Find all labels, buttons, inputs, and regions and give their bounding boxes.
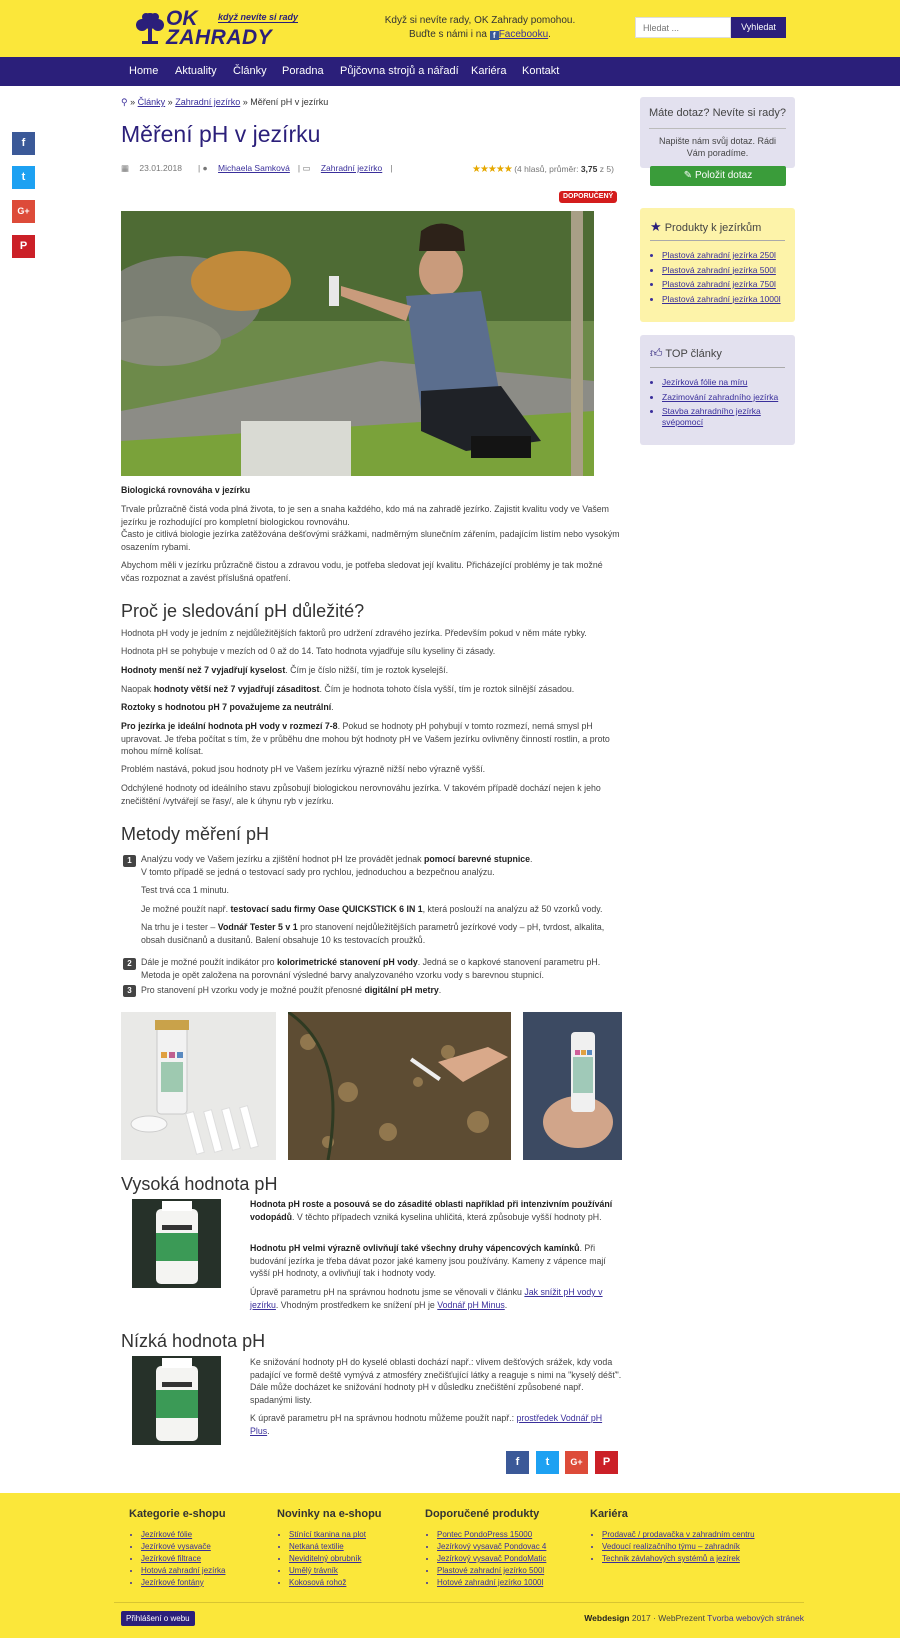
star-icon: ★: [650, 219, 662, 234]
category: [302, 163, 382, 173]
breadcrumb-clanky[interactable]: Články: [137, 97, 166, 107]
location-pin-icon: ⚲: [121, 97, 128, 107]
intro-p1: Trvale průzračně čistá voda plná života, to je sen a snaha každého, kdo má na zahradě jezírko. Zajistit kvalitu vody ve Vašem jezírku je rozhodující pro kompletní biologickou rovnováhu.: [121, 504, 609, 527]
high-p1-bold: Hodnota pH roste a posouvá se do zásadité oblasti například při intenzivním používání vodopádů: [250, 1199, 613, 1222]
why-p8: Odchýlené hodnoty od ideálního stavu způsobují biologickou nerovnováhu jezírka. V takovém případě dochází nejen k jeho znečištění /vytvářejí se řasy/, ale k úhynu ryb v jezírku.: [121, 783, 601, 806]
tagline-prefix: Buďte s námi i na: [409, 29, 487, 40]
why-p3-text: . Čím je číslo nižší, tím je roztok kyselejší.: [285, 665, 449, 675]
calendar-icon: ▦: [121, 163, 130, 173]
why-p4-bold: hodnoty větší než 7 vyjadřují zásaditost: [153, 684, 320, 694]
footer-col-title: Kariéra: [590, 1508, 628, 1520]
tree-logo-icon: [134, 11, 166, 45]
login-button[interactable]: Přihlášení o webu: [121, 1611, 195, 1626]
nav-home[interactable]: Home: [129, 65, 159, 77]
divider: [650, 367, 785, 368]
user-icon: ●: [202, 163, 208, 173]
products-list: [662, 250, 781, 308]
top-list: [662, 377, 782, 432]
ask-question-label: Položit dotaz: [694, 170, 753, 181]
footer-link[interactable]: Pontec PondoPress 15000: [437, 1530, 533, 1540]
footer-link[interactable]: Hotové zahradní jezírko 1000l: [437, 1577, 544, 1587]
m1-a: Analýzu vody ve Vašem jezírku a zjištění hodnot pH lze provádět jednak: [141, 854, 424, 864]
method-3: [141, 984, 621, 997]
footer-link[interactable]: Stínící tkanina na plot: [289, 1530, 366, 1540]
share-googleplus-icon[interactable]: G+: [12, 200, 35, 223]
why-p4: [121, 683, 621, 696]
footer-link[interactable]: Jezírkové fontány: [141, 1577, 204, 1587]
author-link[interactable]: Michaela Samková: [218, 163, 290, 173]
method-number-2: 2: [123, 958, 136, 970]
footer-link[interactable]: Kokosová rohož: [289, 1577, 347, 1587]
products-title: Produkty k jezírkům: [664, 222, 762, 234]
tagline-dot: .: [548, 29, 551, 40]
search-input[interactable]: [635, 17, 731, 38]
main-nav: [0, 57, 900, 86]
site-logo[interactable]: [132, 9, 327, 47]
why-p5-text: .: [331, 702, 334, 712]
site-footer: [0, 1493, 900, 1638]
rating-votes: (4 hlasů, průměr:: [514, 164, 579, 174]
why-p3: [121, 664, 621, 677]
rating-stars-icon[interactable]: ★★★★★: [472, 164, 512, 175]
low-p2-b: .: [267, 1425, 270, 1436]
why-p5: [121, 701, 621, 714]
article-meta: ▦ 23.01.2018 | ● Michaela Samková | ▭ Zahradní jezírko |: [121, 163, 393, 173]
breadcrumb: [121, 96, 328, 109]
recommended-badge: DOPORUČENÝ: [559, 191, 617, 203]
intro-p2: Často je citlivá biologie jezírka zatěžována dešťovými srážkami, nadměrným slunečním zářením, padajícím listím nebo vysokým osazením rybami.: [121, 529, 620, 552]
webdesign-link[interactable]: Tvorba webových stránek: [707, 1613, 804, 1623]
footer-col-news: [277, 1507, 382, 1588]
method-2: [141, 956, 621, 981]
nav-kontakt[interactable]: Kontakt: [522, 65, 560, 77]
why-p6-text: . Pokud se hodnoty pH pohybují v tomto rozmezí, nemá smysl pH upravovat. Je třeba počítat s tím, že v průběhu dne mohou být hodnoty pH ve Vašem jezírku ovlivněny činností rostlin, a proto mohou mírně kolísat.: [121, 721, 610, 756]
share-facebook-icon[interactable]: f: [506, 1451, 529, 1474]
nav-aktuality[interactable]: Aktuality: [175, 65, 217, 77]
date-value: 23.01.2018: [139, 163, 182, 173]
method-number-3: 3: [123, 985, 136, 997]
m1-p4-a: Na trhu je i tester –: [141, 922, 218, 932]
high-p3-a: Úpravě parametru pH na správnou hodnotu jsme se věnovali v článku: [250, 1287, 525, 1297]
link-jak-snizit-ph[interactable]: Jak snížit pH vody v jezírku: [250, 1287, 603, 1310]
gallery-photo-test-strips[interactable]: [121, 1012, 276, 1160]
logo-ok: OK: [166, 7, 198, 30]
divider: [650, 240, 785, 241]
footer-link[interactable]: Umělý trávník: [289, 1565, 338, 1575]
footer-link[interactable]: Neviditelný obrubník: [289, 1553, 362, 1563]
m1-p4-bold: Vodnář Tester 5 v 1: [217, 922, 298, 932]
list-item: [662, 406, 782, 428]
facebook-link[interactable]: Facebooku: [498, 29, 549, 40]
sidebar-top-articles: [640, 335, 795, 445]
breadcrumb-sep: »: [167, 97, 173, 107]
high-p2-bold: Hodnotu pH velmi výrazně ovlivňují také všechny druhy vápencových kamínků: [250, 1243, 580, 1253]
question-text: Napište nám svůj dotaz. Rádi Vám poradíme.: [658, 136, 777, 159]
m1-bold: pomocí barevné stupnice: [423, 854, 531, 864]
footer-col-careers: [590, 1507, 755, 1565]
tagline-line2: [350, 28, 610, 42]
nav-clanky[interactable]: Články: [233, 65, 267, 77]
top-title: TOP články: [665, 348, 722, 360]
footer-col-title: Novinky na e-shopu: [277, 1508, 382, 1520]
top-article-link[interactable]: Jezírková fólie na míru: [662, 377, 748, 387]
why-p7: Problém nastává, pokud jsou hodnoty pH ve Vašem jezírku výrazně nižší nebo výrazně vyšší.: [121, 764, 486, 774]
intro-heading: [121, 484, 621, 497]
list-item: [662, 392, 782, 403]
copyright: [584, 1613, 804, 1625]
method-number-1: 1: [123, 855, 136, 867]
thumbs-up-icon: 👍︎: [650, 346, 663, 360]
footer-col-title: Kategorie e-shopu: [129, 1508, 226, 1520]
m1-p3: [141, 903, 621, 916]
footer-divider: [114, 1602, 804, 1603]
footer-link[interactable]: Netkaná textilie: [289, 1542, 344, 1552]
heading-low: Nízká hodnota pH: [121, 1331, 266, 1351]
products-heading: [650, 218, 761, 236]
m2-c: . Jedná se o kapkové stanovení parametru pH. Metoda je opět založena na porovnání výsledné barvy analyzovaného vzorku vody s barevnou stupnicí.: [141, 957, 601, 980]
heading-why: Proč je sledování pH důležité?: [121, 601, 365, 621]
high-p3: [250, 1286, 622, 1311]
m1-p3-c: , která poslouží na analýzu až 50 vzorků vody.: [422, 904, 603, 914]
m1-p2: Test trvá cca 1 minutu.: [141, 885, 230, 895]
footer-link[interactable]: Jezírkové filtrace: [141, 1553, 202, 1563]
gallery-photo-hand-test[interactable]: [523, 1012, 622, 1160]
footer-link[interactable]: Jezírkový vysavač Pondovac 4: [437, 1542, 547, 1552]
sidebar-products: [640, 208, 795, 322]
why-p6: [121, 720, 621, 758]
author: [203, 163, 290, 173]
question-title: Máte dotaz? Nevíte si rady?: [649, 107, 786, 119]
m1-c: .: [530, 854, 533, 864]
m1-line2: V tomto případě se jedná o testovací sady pro rychlou, jednoduchou a bezpečnou analýzu.: [141, 866, 495, 877]
footer-link[interactable]: Jezírkové vysavače: [141, 1542, 211, 1552]
folder-icon: ▭: [302, 163, 311, 173]
top-article-link[interactable]: Stavba zahradního jezírka svépomocí: [662, 406, 761, 427]
footer-link[interactable]: Jezírkový vysavač PondoMatic: [437, 1553, 547, 1563]
why-p6-bold: Pro jezírka je ideální hodnota pH vody v rozmezí 7-8: [121, 721, 338, 731]
footer-link[interactable]: Plastové zahradní jezírko 500l: [437, 1565, 545, 1575]
share-pinterest-icon[interactable]: P: [595, 1451, 618, 1474]
m1-p3-a: Je možné použít např.: [141, 904, 231, 914]
share-twitter-icon[interactable]: t: [12, 166, 35, 189]
list-item: [662, 377, 782, 388]
m1-p3-bold: testovací sadu firmy Oase QUICKSTICK 6 IN 1: [230, 904, 423, 914]
search-button[interactable]: Vyhledat: [731, 17, 786, 38]
footer-link[interactable]: Hotová zahradní jezírka: [141, 1565, 226, 1575]
logo-zahrady: ZAHRADY: [166, 26, 273, 49]
copyright-text: 2017 · WebPrezent: [629, 1613, 708, 1623]
footer-col-title: Doporučené produkty: [425, 1508, 540, 1520]
product-photo-ph-plus[interactable]: [132, 1356, 221, 1445]
breadcrumb-current: Měření pH v jezírku: [250, 97, 329, 107]
divider: [649, 128, 786, 129]
rating-value: 3,75: [580, 164, 598, 174]
nav-kariera[interactable]: Kariéra: [471, 65, 507, 77]
rating-suffix: z 5): [599, 164, 614, 174]
breadcrumb-sep: »: [130, 97, 136, 107]
footer-link[interactable]: Jezírkové fólie: [141, 1530, 193, 1540]
page-title: Měření pH v jezírku: [121, 121, 321, 147]
intro-p3: Abychom měli v jezírku průzračně čistou a zdravou vodu, je potřeba sledovat její kvalitu. Přicházející problémy je tak možné včas rozpoznat a zavést příslušná opatření.: [121, 560, 603, 583]
footer-col-recommended: [425, 1507, 546, 1588]
low-p2: [250, 1412, 622, 1437]
m3-c: .: [438, 985, 442, 995]
rating: [472, 163, 614, 177]
why-p3-bold: Hodnoty menší než 7 vyjadřují kyselost: [121, 665, 286, 675]
tagline-line1: Když si nevíte rady, OK Zahrady pomohou.: [384, 15, 576, 26]
high-p1-text: . V těchto případech vzniká kyselina uhličitá, která způsobuje vyšší hodnoty pH.: [292, 1211, 602, 1222]
link-vodnar-ph-minus[interactable]: Vodnář pH Minus: [437, 1299, 505, 1310]
product-link[interactable]: Plastová zahradní jezírka 750l: [662, 279, 776, 289]
sidebar-question-box: [640, 97, 795, 181]
footer-col-categories: [129, 1507, 226, 1588]
copyright-bold: Webdesign: [584, 1613, 630, 1623]
top-article-link[interactable]: Zazimování zahradního jezírka: [662, 391, 779, 402]
product-link[interactable]: Plastová zahradní jezírka 500l: [662, 264, 776, 275]
logo-slogan: když nevíte si rady: [218, 12, 299, 22]
high-p3-b: . Vhodným prostředkem ke snížení pH je: [275, 1299, 438, 1310]
pencil-icon: ✎: [683, 170, 693, 181]
footer-link[interactable]: Vedoucí realizačního týmu – zahradník: [602, 1542, 740, 1552]
why-p1: Hodnota pH vody je jedním z nejdůležitějších faktorů pro udržení zdravého jezírka. Především pokud v něm máte rybky.: [121, 628, 587, 638]
m1-p4: [141, 921, 621, 946]
site-header: [0, 0, 900, 57]
m1-p4-c: pro stanovení nejdůležitějších parametrů jezírkové vody – pH, tvrdost, alkalita, obsah dusičnanů a dusitanů. Balení obsahuje 10 ks testovacích proužků.: [141, 922, 605, 945]
breadcrumb-zahradni-jezirko[interactable]: Zahradní jezírko: [175, 97, 241, 107]
high-p2-text: . Při budování jezírka je třeba dávat pozor jaké kameny jsou používány. Kameny z vápence mají vyšší pH hodnoty, a ovlivňují tak i hodnoty vody.: [250, 1243, 606, 1278]
breadcrumb-sep: »: [242, 97, 248, 107]
low-p1: Ke snižování hodnoty pH do kyselé oblasti dochází např.: vlivem dešťových srážek, kdy voda padající ve formě deště vymývá z atmosféry znečišťující látky a reaguje s nimi na "kyselý déšť". Dále může docházet ke snižování hodnoty pH v důsledku znečištění způsobené např. spadanými listy.: [250, 1357, 622, 1405]
list-item: [662, 294, 781, 305]
product-link[interactable]: Plastová zahradní jezírka 250l: [662, 250, 776, 260]
why-p4-a: Naopak: [121, 684, 154, 694]
product-photo-ph-minus[interactable]: [132, 1199, 221, 1288]
high-p2: [250, 1242, 622, 1280]
main-photo: [121, 211, 594, 476]
date: [121, 163, 190, 173]
category-link[interactable]: Zahradní jezírko: [320, 163, 383, 173]
why-p5-bold: Roztoky s hodnotou pH 7 považujeme za neutrální: [121, 702, 332, 712]
nav-poradna[interactable]: Poradna: [282, 65, 324, 77]
intro-paragraph: [121, 503, 621, 553]
share-googleplus-icon[interactable]: G+: [565, 1451, 588, 1474]
share-pinterest-icon[interactable]: P: [12, 235, 35, 258]
facebook-icon: f: [490, 31, 499, 40]
footer-link[interactable]: Prodavač / prodavačka v zahradním centru: [602, 1530, 755, 1540]
intro-heading-text: Biologická rovnováha v jezírku: [121, 485, 251, 495]
list-item: [662, 279, 781, 290]
share-twitter-icon[interactable]: t: [536, 1451, 559, 1474]
share-facebook-icon[interactable]: f: [12, 132, 35, 155]
method-1: [141, 853, 621, 878]
nav-pujcovna[interactable]: Půjčovna strojů a nářadí: [340, 65, 459, 77]
high-p3-c: .: [504, 1299, 508, 1310]
m3-bold: digitální pH metry: [364, 985, 439, 995]
low-p2-a: K úpravě parametru pH na správnou hodnotu můžeme použít např.:: [250, 1413, 517, 1423]
list-item: [662, 250, 781, 261]
top-heading: [650, 345, 722, 362]
why-p2: Hodnota pH se pohybuje v mezích od 0 až do 14. Tato hodnota vyjadřuje sílu kyseliny či zásady.: [121, 646, 496, 656]
header-tagline: [350, 14, 610, 42]
product-link[interactable]: Plastová zahradní jezírka 1000l: [662, 293, 781, 304]
footer-link[interactable]: Technik závlahových systémů a jezírek: [602, 1553, 740, 1563]
high-p1: [250, 1198, 622, 1223]
heading-methods: Metody měření pH: [121, 824, 270, 844]
link-vodnar-ph-plus[interactable]: prostředek Vodnář pH Plus: [250, 1413, 603, 1436]
ask-question-button[interactable]: [650, 166, 786, 186]
m3-a: Pro stanovení pH vzorku vody je možné použít přenosné: [141, 985, 365, 995]
m2-a: Dále je možné použít indikátor pro: [141, 957, 277, 967]
list-item: [662, 265, 781, 276]
gallery-photo-pond-sample[interactable]: [288, 1012, 511, 1160]
m2-bold: kolorimetrické stanovení pH vody: [276, 957, 418, 967]
heading-high: Vysoká hodnota pH: [121, 1174, 278, 1194]
why-p4-text: . Čím je hodnota tohoto čísla vyšší, tím je roztok silnější zásadou.: [319, 684, 575, 694]
